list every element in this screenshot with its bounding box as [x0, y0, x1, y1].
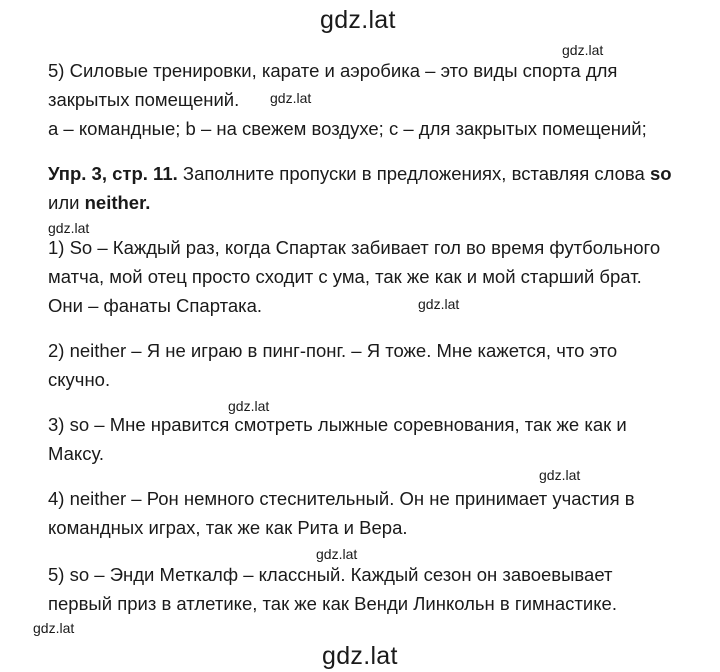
- answer-line: 4) neither – Рон немного стеснительный. Он не принимает участия в: [48, 488, 635, 509]
- watermark: gdz.lat: [539, 467, 581, 483]
- answer-line: командных играх, так же как Рита и Вера.: [48, 517, 408, 538]
- answer-line: 2) neither – Я не играю в пинг-понг. – Я тоже. Мне кажется, что это: [48, 340, 618, 361]
- answer-line: 5) so – Энди Меткалф – классный. Каждый сезон он завоевывает: [48, 564, 613, 585]
- watermark: gdz.lat: [228, 398, 270, 414]
- text-line: 5) Силовые тренировки, карате и аэробика – это виды спорта для: [48, 60, 618, 81]
- watermark: gdz.lat: [33, 620, 75, 636]
- answer-key: a – командные; b – на свежем воздухе; c – для закрытых помещений;: [48, 118, 647, 139]
- answer-line: 1) So – Каждый раз, когда Спартак забивает гол во время футбольного: [48, 237, 661, 258]
- watermark: gdz.lat: [562, 42, 604, 58]
- watermark: gdz.lat: [270, 90, 312, 106]
- exercise-heading: [48, 163, 672, 185]
- exercise-instruction-cont: или: [48, 192, 85, 213]
- watermark: gdz.lat: [418, 296, 460, 312]
- keyword-neither: neither.: [84, 192, 151, 213]
- keyword-so: so: [649, 163, 672, 184]
- answer-line: Максу.: [48, 443, 104, 464]
- answer-line: 3) so – Мне нравится смотреть лыжные соревнования, так же как и: [48, 414, 627, 435]
- answer-line: Они – фанаты Спартака.: [48, 295, 263, 316]
- answer-line: матча, мой отец просто сходит с ума, так же как и мой старший брат.: [48, 266, 642, 287]
- exercise-heading-cont: [48, 192, 150, 214]
- answer-line: первый приз в атлетике, так же как Венди Линкольн в гимнастике.: [48, 593, 617, 614]
- exercise-ref: Упр. 3, стр. 11.: [48, 163, 178, 184]
- watermark: gdz.lat: [48, 220, 90, 236]
- text-line: закрытых помещений.: [48, 89, 240, 110]
- answer-line: скучно.: [48, 369, 111, 390]
- watermark: gdz.lat: [316, 546, 358, 562]
- exercise-instruction: Заполните пропуски в предложениях, вставляя слова: [177, 163, 650, 184]
- site-footer: gdz.lat: [322, 642, 398, 670]
- site-header: gdz.lat: [320, 6, 396, 34]
